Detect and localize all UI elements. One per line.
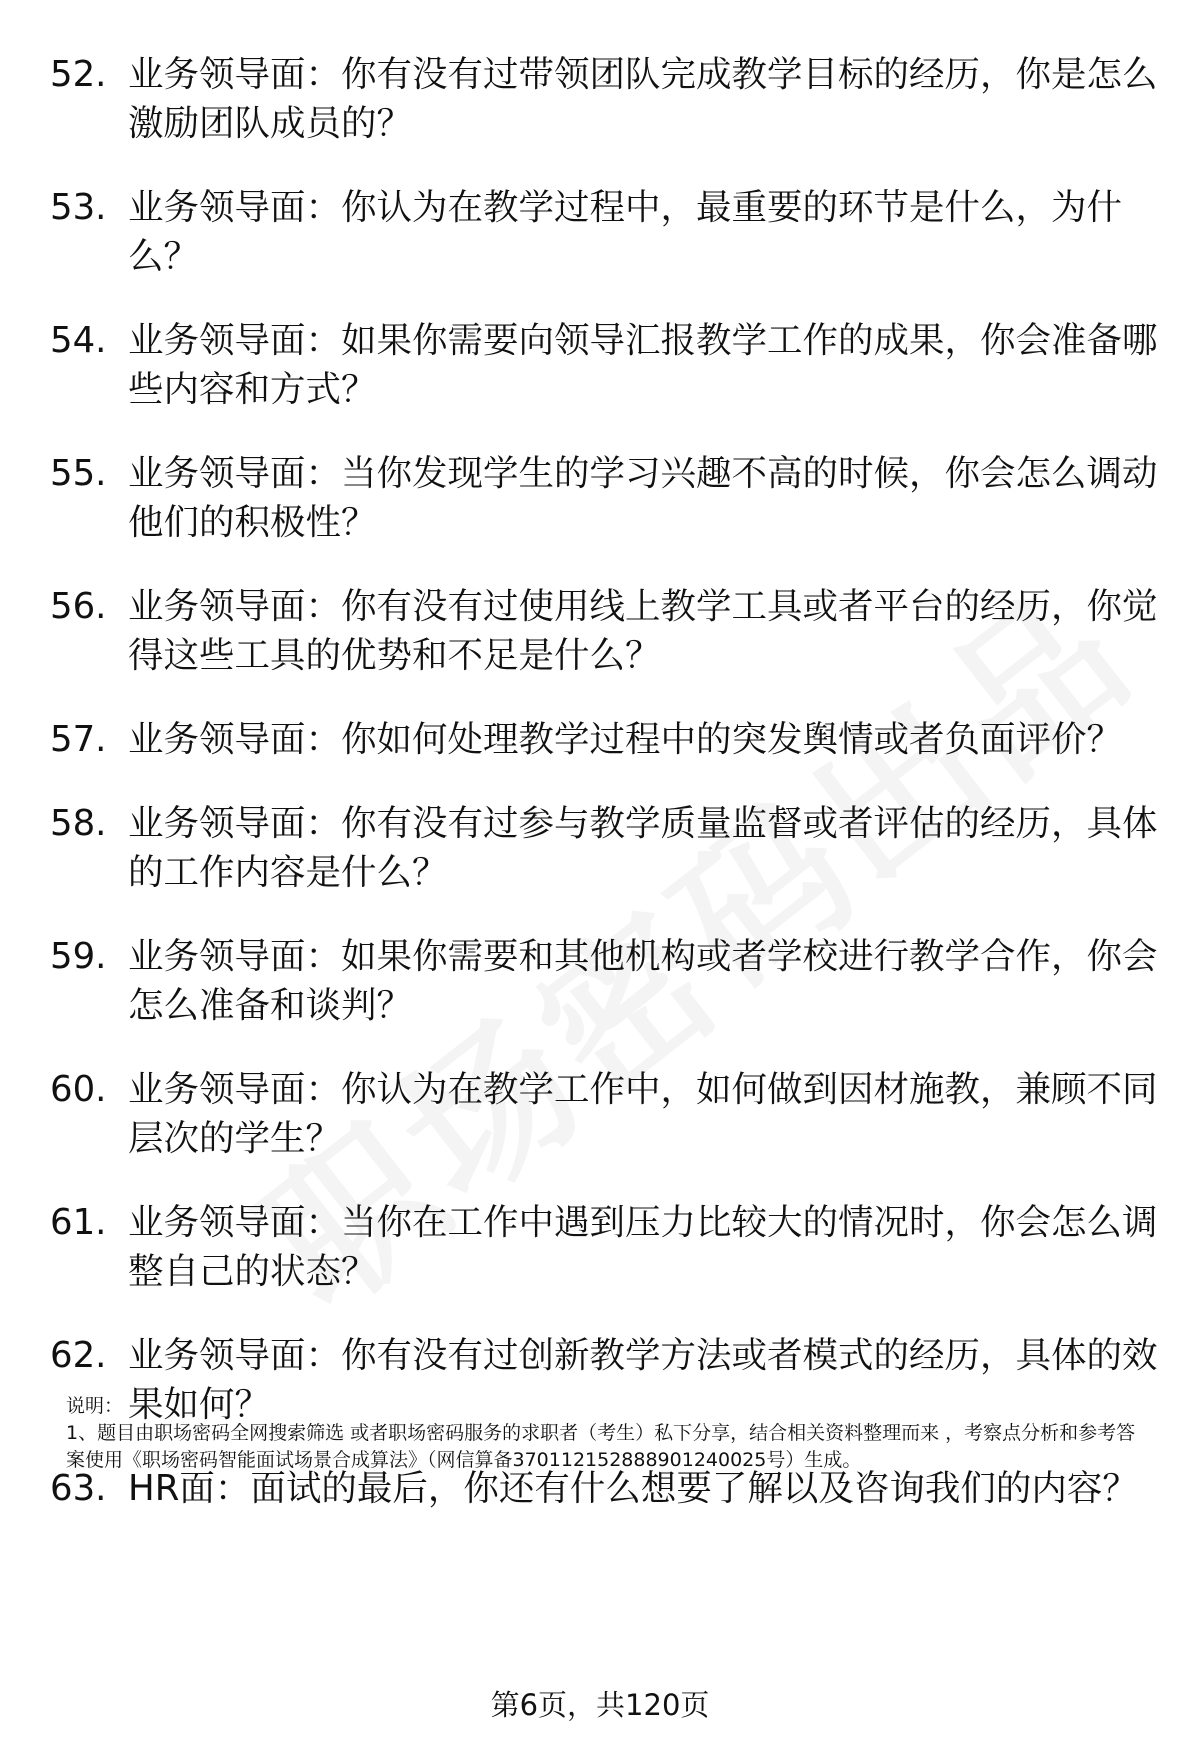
question-number: 53. <box>50 187 107 228</box>
list-item <box>50 1198 1160 1296</box>
question-text: 业务领导面：你认为在教学过程中，最重要的环节是什么，为什么？ <box>128 187 1123 277</box>
question-number: 54. <box>50 320 107 361</box>
question-text: 业务领导面：你认为在教学工作中，如何做到因材施教，兼顾不同层次的学生？ <box>128 1069 1158 1159</box>
question-number: 55. <box>50 453 107 494</box>
question-number: 61. <box>50 1202 107 1243</box>
list-item <box>50 316 1160 414</box>
question-number: 57. <box>50 719 107 760</box>
page-number: 第6页，共120页 <box>490 1688 710 1722</box>
list-item <box>50 932 1160 1030</box>
question-number: 52. <box>50 54 107 95</box>
list-item <box>50 1065 1160 1163</box>
question-number: 59. <box>50 936 107 977</box>
note-heading: 说明： <box>66 1395 124 1417</box>
list-item <box>50 50 1160 148</box>
question-number: 56. <box>50 586 107 627</box>
question-number: 58. <box>50 803 107 844</box>
question-number: 60. <box>50 1069 107 1110</box>
question-text: 业务领导面：如果你需要和其他机构或者学校进行教学合作，你会怎么准备和谈判？ <box>128 936 1158 1026</box>
question-text: HR面：面试的最后，你还有什么想要了解以及咨询我们的内容？ <box>128 1468 1138 1509</box>
list-item <box>50 799 1160 897</box>
question-number: 63. <box>50 1468 107 1509</box>
question-text: 业务领导面：你如何处理教学过程中的突发舆情或者负面评价？ <box>128 719 1123 760</box>
question-list <box>50 50 1160 1548</box>
question-text: 业务领导面：你有没有过带领团队完成教学目标的经历，你是怎么激励团队成员的？ <box>128 54 1158 144</box>
list-item <box>50 449 1160 547</box>
question-text: 业务领导面：如果你需要向领导汇报教学工作的成果，你会准备哪些内容和方式？ <box>128 320 1158 410</box>
question-text: 业务领导面：当你在工作中遇到压力比较大的情况时，你会怎么调整自己的状态？ <box>128 1202 1158 1292</box>
question-text: 业务领导面：你有没有过创新教学方法或者模式的经历，具体的效果如何？ <box>128 1335 1158 1425</box>
list-item <box>50 715 1160 764</box>
question-text: 业务领导面：你有没有过使用线上教学工具或者平台的经历，你觉得这些工具的优势和不足是什么？ <box>128 586 1158 676</box>
question-text: 业务领导面：当你发现学生的学习兴趣不高的时候，你会怎么调动他们的积极性？ <box>128 453 1158 543</box>
question-number: 62. <box>50 1335 107 1376</box>
explanation-note <box>66 1393 1146 1474</box>
question-text: 业务领导面：你有没有过参与教学质量监督或者评估的经历，具体的工作内容是什么？ <box>128 803 1158 893</box>
note-body: 1、题目由职场密码全网搜索筛选 或者职场密码服务的求职者（考生）私下分享，结合相关资料整理而来 ，考察点分析和参考答案使用《职场密码智能面试场景合成算法》（网信算备370112152888901240025号）生成。 <box>66 1422 1136 1471</box>
list-item <box>50 582 1160 680</box>
list-item <box>50 183 1160 281</box>
